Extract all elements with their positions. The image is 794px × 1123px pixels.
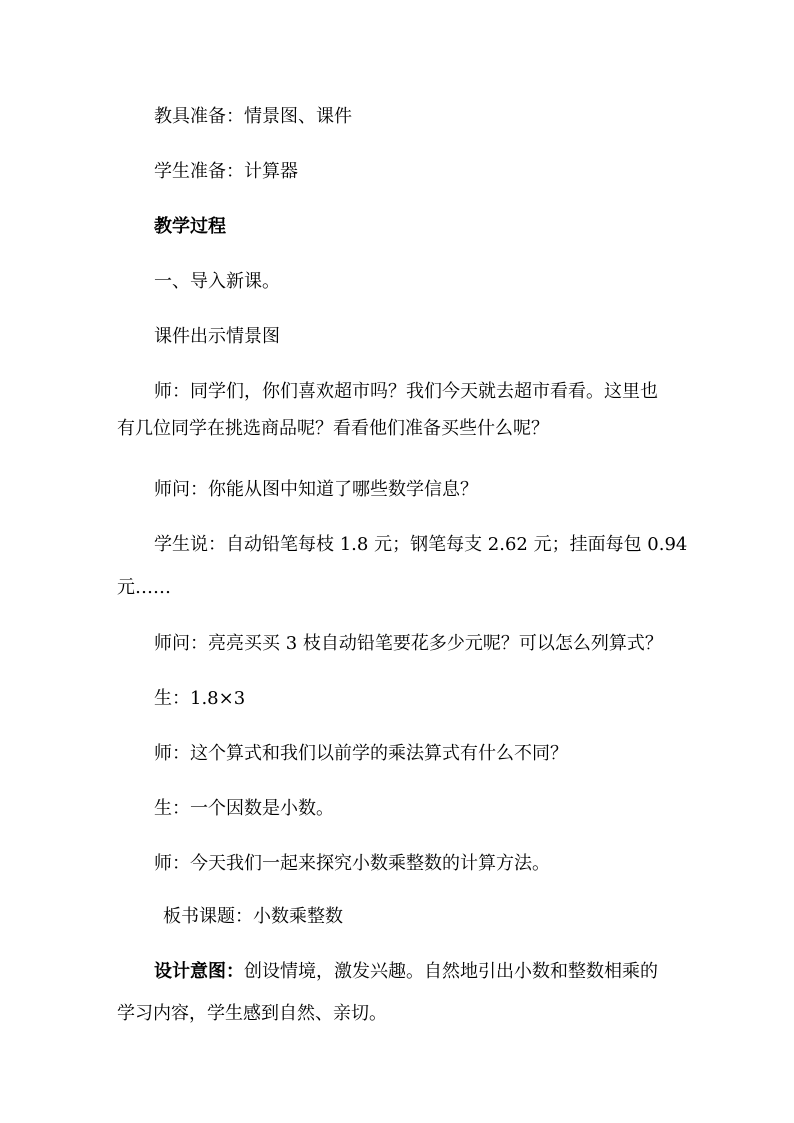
paragraph-line: 师：今天我们一起来探究小数乘整数的计算方法。 — [154, 853, 550, 874]
part-one-heading: 一、导入新课。 — [154, 271, 280, 292]
section-heading: 教学过程 — [154, 216, 226, 237]
paragraph-line: 有几位同学在挑选商品呢？看看他们准备买些什么呢？ — [117, 418, 549, 439]
paragraph-line: 学生说：自动铅笔每枝 1.8 元；钢笔每支 2.62 元；挂面每包 0.94 — [154, 534, 688, 555]
paragraph-line: 元…… — [117, 577, 171, 598]
board-title-line: 板书课题：小数乘整数 — [163, 906, 343, 927]
paragraph-line: 师问：亮亮买买 3 枝自动铅笔要花多少元呢？可以怎么列算式？ — [154, 633, 663, 654]
paragraph-line: 师：同学们，你们喜欢超市吗？我们今天就去超市看看。这里也 — [154, 381, 658, 402]
paragraph-line: 课件出示情景图 — [154, 326, 280, 347]
student-prep-line: 学生准备：计算器 — [154, 161, 298, 182]
design-intent-line — [154, 961, 658, 983]
paragraph-line: 师：这个算式和我们以前学的乘法算式有什么不同？ — [154, 743, 568, 764]
teaching-aids-line: 教具准备：情景图、课件 — [154, 106, 352, 127]
paragraph-line: 生：一个因数是小数。 — [154, 798, 334, 819]
design-intent-text: 创设情境，激发兴趣。自然地引出小数和整数相乘的 — [244, 961, 658, 982]
design-intent-label: 设计意图： — [154, 961, 244, 982]
paragraph-line: 生：1.8×3 — [154, 688, 246, 709]
design-intent-continuation: 学习内容，学生感到自然、亲切。 — [117, 1003, 387, 1024]
paragraph-line: 师问：你能从图中知道了哪些数学信息？ — [154, 479, 478, 500]
